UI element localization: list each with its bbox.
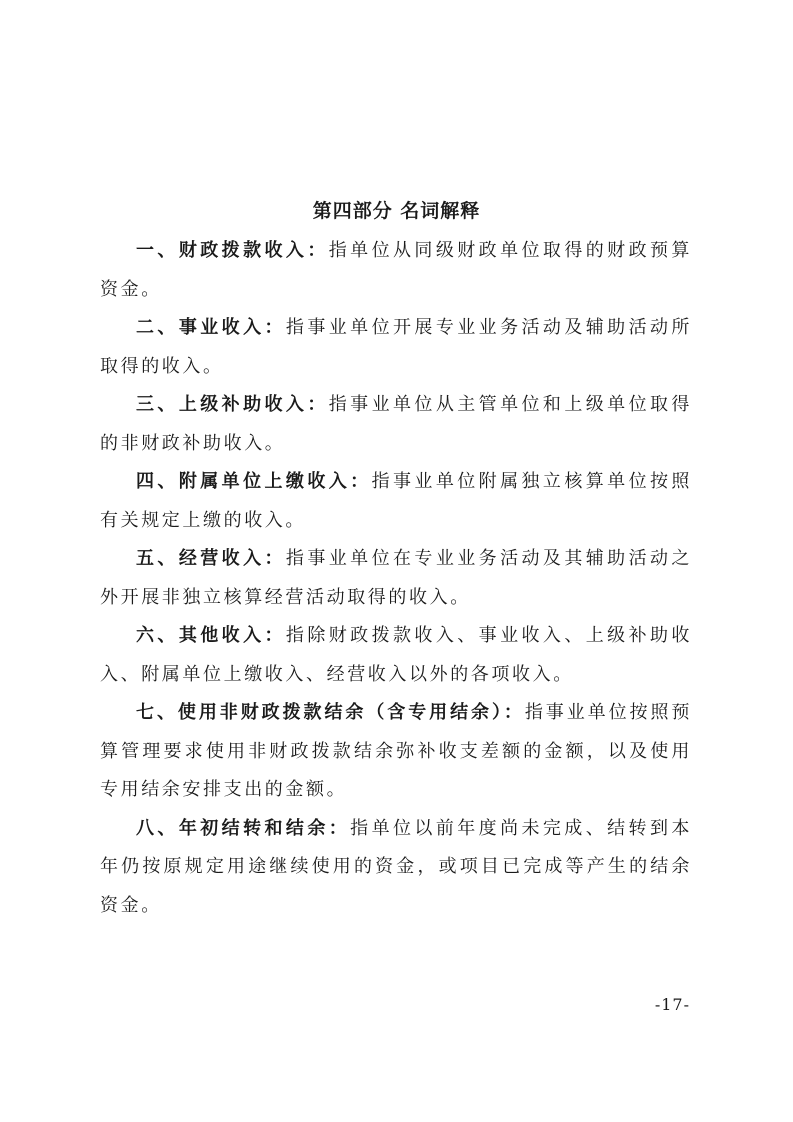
definition-text: 指单位从同级财政单位取得的财政预算资金。 (100, 240, 692, 300)
definition-term: 三、上级补助收入： (136, 394, 329, 415)
definition-text: 指事业单位在专业业务活动及其辅助活动之外开展非独立核算经营活动取得的收入。 (100, 548, 693, 608)
definition-term: 五、经营收入： (136, 548, 286, 569)
definition-paragraph (100, 309, 692, 386)
definition-paragraph (100, 540, 692, 617)
definition-text: 指事业单位按照预算管理要求使用非财政拨款结余弥补收支差额的金额，以及使用专用结余安排支出的金额。 (100, 702, 692, 800)
definition-text: 指除财政拨款收入、事业收入、上级补助收入、附属单位上缴收入、经营收入以外的各项收入。 (100, 625, 693, 685)
definition-text: 指单位以前年度尚未完成、结转到本年仍按原规定用途继续使用的资金，或项目已完成等产生的结余资金。 (100, 817, 692, 916)
definition-term: 四、附属单位上缴收入： (136, 471, 372, 492)
definition-term: 二、事业收入： (136, 317, 286, 338)
definition-paragraph (100, 694, 692, 810)
page-number: -17- (654, 995, 690, 1014)
definition-term: 六、其他收入： (136, 625, 286, 646)
definition-term: 七、使用非财政拨款结余（含专用结余）： (136, 702, 525, 723)
definition-term: 一、财政拨款收入： (136, 240, 329, 261)
page-title: 第四部分 名词解释 (312, 200, 481, 222)
definition-text: 指事业单位附属独立核算单位按照有关规定上缴的收入。 (100, 471, 692, 531)
definition-paragraph (100, 463, 692, 540)
definition-paragraph (100, 617, 692, 694)
definitions-list (100, 232, 692, 925)
definition-paragraph (100, 232, 692, 309)
definition-paragraph (100, 386, 692, 463)
definition-paragraph (100, 810, 692, 926)
definition-term: 八、年初结转和结余： (136, 817, 351, 839)
definition-text: 指事业单位从主管单位和上级单位取得的非财政补助收入。 (100, 394, 692, 454)
definition-text: 指事业单位开展专业业务活动及辅助活动所取得的收入。 (100, 317, 693, 377)
